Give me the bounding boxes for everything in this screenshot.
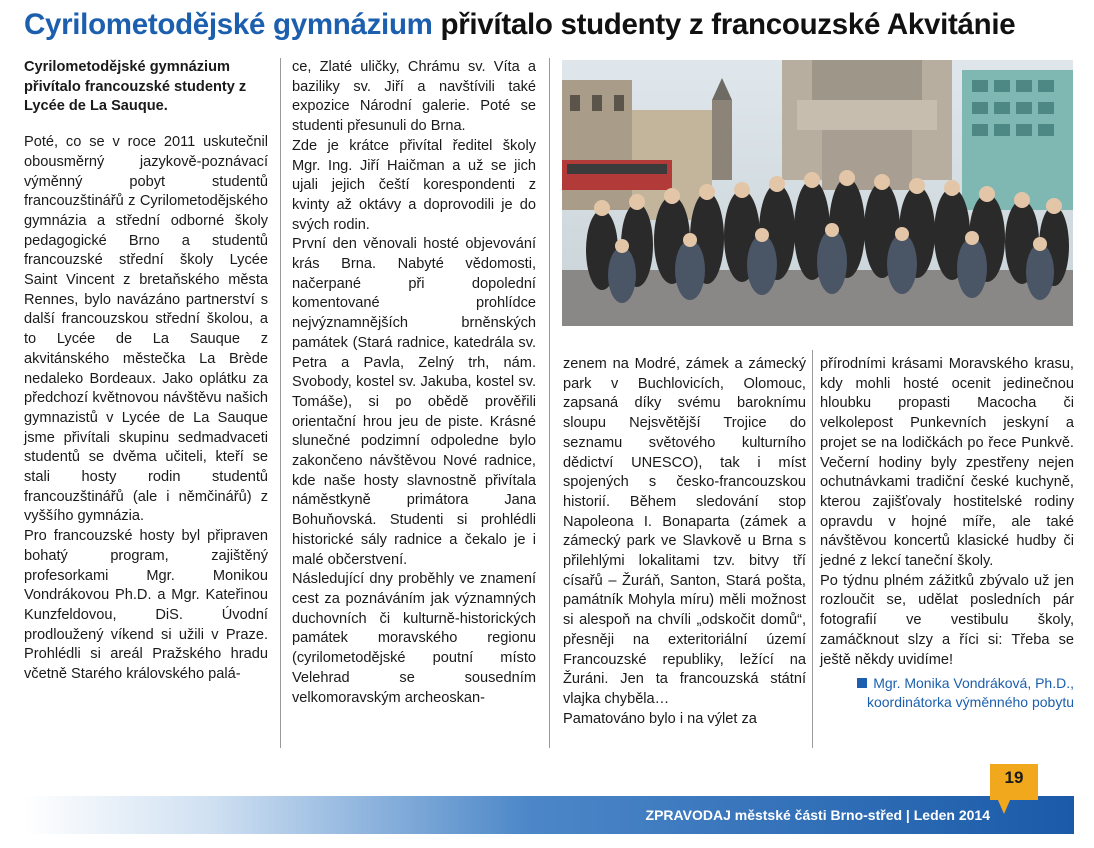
article-headline: [24, 6, 1084, 44]
column-2: [292, 58, 536, 708]
body-paragraph: Pamatováno bylo i na výlet za: [563, 710, 757, 727]
column-divider: [549, 58, 550, 748]
column-divider: [280, 58, 281, 748]
body-paragraph: Zde je krátce přivítal ředitel školy Mgr. Ing. Jiří Haičman a už se jich ujali jejich čeští korespondenti z kvinty až oktávy a doprovodili je do svých rodin.: [292, 137, 536, 233]
square-bullet-icon: [857, 678, 867, 688]
body-paragraph: zenem na Modré, zámek a zámecký park v Buchlovicích, Olomouc, zapsaná díky svému baroknímu sloupu Nejsvětější Trojice do seznamu světového kulturního dědictví UNESCO), tak i míst spojených s česko-francouzskou historií. Během sledování stop Napoleona I. Bonaparta (zámek a zámecký park ve Slavkově u Brna s přilehlými lokalitami tzv. bitvy tří císařů – Žuráň, Santon, Stará pošta, památník Mohyla míru) měli možnost si alespoň na chvíli „odskočit domů“, přesněji na exteritoriální území Francouzské republiky, ležící na Žuráni. Jen ta francouzská státní vlajka chyběla…: [563, 356, 806, 707]
column-4: [820, 355, 1074, 712]
headline-school: Cyrilometodějské gymnázium: [24, 8, 433, 41]
body-paragraph: První den věnovali hosté objevování krás Brna. Nabyté vědomosti, načerpané při dopolední komentované prohlídce nejvýznamnějších brněnských památek (Stará radnice, katedrála sv. Petra a Pavla, Zelný trh, nám. Svobody, kostel sv. Jakuba, kostel sv. Tomáše), si po obědě prověřili orientační hrou jeu de piste. Krásné slunečné podzimní odpoledne bylo zakončeno návštěvou Nové radnice, kde naše hosty slavnostně přivítala náměstkyně primátora Jana Bohuňovská. Studenti si prohlédli historické sály radnice a čekalo je i malé občerstvení.: [292, 236, 536, 568]
column-3: [563, 355, 806, 729]
column-divider: [812, 350, 813, 748]
group-photo-icon: [562, 60, 1073, 326]
body-paragraph: přírodními krásami Moravského krasu, kdy mohli hosté ocenit jedinečnou hloubku propasti Macocha či velkolepost Punkevních jeskyní a projet se na lodičkách po řece Punkvě. Večerní hodiny byly zpestřeny nejen ochutnávkami tradiční české kuchyně, kterou zajišťovaly hostitelské rodiny opravdu v hojné míře, ale také návštěvou koncertů klasické hudby či jedné z lekcí taneční školy.: [820, 356, 1074, 570]
body-paragraph: ce, Zlaté uličky, Chrámu sv. Víta a baziliky sv. Jiří a navštívili také expozice Národní galerie. Poté se studenti přesunuli do Brna.: [292, 59, 536, 135]
lead-paragraph: Cyrilometodějské gymnázium přivítalo francouzské studenty z Lycée de La Sauque.: [24, 59, 247, 115]
footer-publication: ZPRAVODAJ městské části Brno-střed | Leden 2014: [645, 807, 990, 823]
body-paragraph: Pro francouzské hosty byl připraven bohatý program, zajištěný profesorkami Mgr. Monikou Vondrákovou Ph.D. a Mgr. Kateřinou Kunzfeldovou, DiS. Úvodní prodloužený víkend si užili v Praze. Prohlédli si areál Pražského hradu včetně Starého královského palá-: [24, 528, 268, 683]
footer-bar: [24, 796, 1074, 834]
column-1: [24, 58, 268, 685]
page-number: 19: [1004, 768, 1024, 787]
author-name: Mgr. Monika Vondráková, Ph.D.,: [873, 675, 1074, 692]
page-number-badge: [990, 764, 1038, 814]
body-paragraph: Po týdnu plném zážitků zbývalo už jen rozloučit se, udělat posledních pár fotografií ve vestibulu školy, zamáčknout slzy a říci si: Třeba se ještě někdy uvidíme!: [820, 572, 1074, 668]
body-paragraph: Následující dny proběhly ve znamení cest za poznáváním jak významných duchovních či kulturně-historických památek moravského regionu (cyrilometodějské poutní místo Velehrad se sousedním velkomoravským archeoskan-: [292, 571, 536, 706]
author-signature: [820, 674, 1074, 712]
group-photo: [562, 60, 1073, 326]
body-paragraph: Poté, co se v roce 2011 uskutečnil obousměrný jazykově-poznávací výměnný pobyt studentů francouzštinářů z Cyrilometodějského gymnázia a střední odborné školy pedagogické Brno a studentů francouzské střední školy Lycée Saint Vincent z bretaňského města Rennes, bylo navázáno partnerství s další francouzskou střední školou, a to Lycée de La Sauque z akvitánského městečka La Brède nedaleko Bordeaux. Jako oplátku za předchozí květnovou návštěvu našich gymnazistů v Lycée de La Sauque jsme přivítali skupinu sedmadvaceti studentů se dvěma učiteli, kteří se stali hosty rodin studentů francouzštinářů (ale i němčinářů) z vyššího gymnázia.: [24, 134, 268, 525]
headline-rest: přivítalo studenty z francouzské Akvitánie: [440, 8, 1016, 41]
author-role: koordinátorka výměnného pobytu: [866, 694, 1074, 711]
